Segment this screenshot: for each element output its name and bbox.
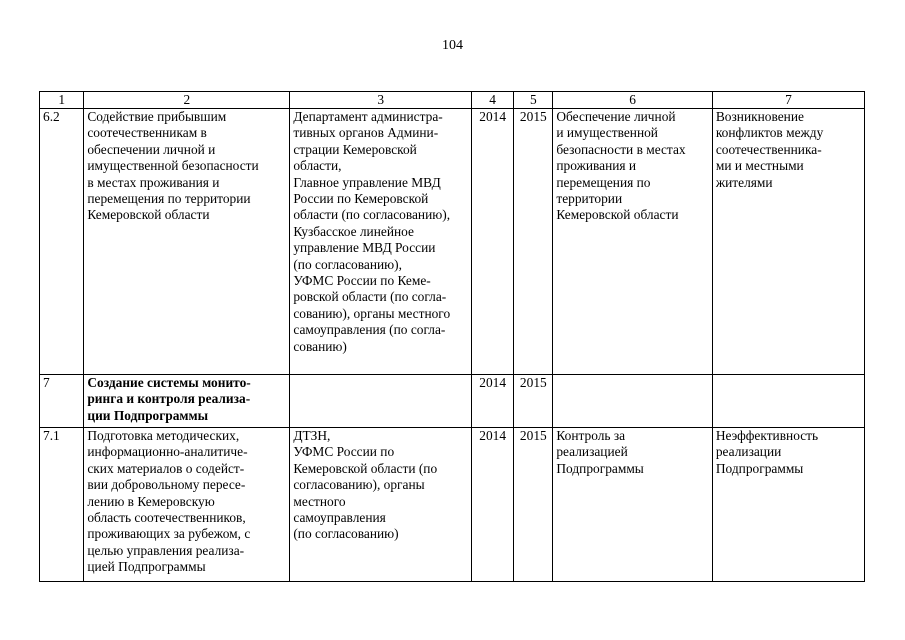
row-start-year: 2014 [472,375,514,428]
row-end-year: 2015 [514,375,553,428]
header-col-7: 7 [712,92,864,109]
text-line: область соотечественников, [87,510,246,526]
text-line: информационно-аналитиче- [87,444,248,460]
row-risks [712,109,864,375]
text-line: проживающих за рубежом, с [87,526,251,542]
text-line: соотечественника- [715,141,822,157]
text-line: области, [293,158,342,174]
text-line: конфликтов между [715,125,824,141]
row-end-year: 2015 [514,428,553,582]
text-line: проживания и [556,158,637,174]
text-line: Подпрограммы [556,460,644,476]
text-line: цией Подпрограммы [87,559,206,575]
row-risks [712,375,864,428]
text-line: ровской области (по согла- [293,289,447,305]
text-line: местного [293,493,346,509]
text-line: России по Кемеровской [293,191,429,207]
text-line: целью управления реализа- [87,542,245,558]
row-result [553,428,713,582]
text-line: тивных органов Админи- [293,125,439,141]
header-col-3: 3 [290,92,472,109]
text-line: обеспечении личной и [87,141,216,157]
row-executors [290,109,472,375]
text-line: Кемеровской области (по [293,460,438,476]
text-line: в местах проживания и [87,174,220,190]
header-col-2: 2 [84,92,290,109]
text-line: реализации [715,444,782,460]
text-line: Обеспечение личной [556,109,676,124]
text-line: соотечественникам в [87,125,207,141]
row-result [553,109,713,375]
text-line: сованию), органы местного [293,305,451,321]
text-line: Кемеровской области [87,207,210,223]
text-line: Подпрограммы [715,460,804,476]
text-line: согласованию), органы [293,477,425,493]
text-line: сованию) [293,338,347,354]
text-line: Контроль за [556,428,626,443]
text-line: страции Кемеровской [293,141,417,157]
text-line: лению в Кемеровскую [87,493,215,509]
text-line: ДТЗН, [293,428,331,443]
text-line: Возникновение [715,109,804,124]
text-line: перемещения по территории [87,191,251,207]
row-start-year: 2014 [472,428,514,582]
text-line: и имущественной [556,125,658,141]
text-line: УФМС России по [293,444,395,460]
text-line: безопасности в местах [556,141,686,157]
header-col-1: 1 [40,92,84,109]
header-col-6: 6 [553,92,713,109]
text-line: (по согласованию), [293,256,402,272]
text-line: перемещения по [556,174,651,190]
text-line: самоуправления [293,510,386,526]
row-event [84,375,290,428]
row-start-year: 2014 [472,109,514,375]
text-line: области (по согласованию), [293,207,451,223]
text-line: территории [556,191,623,207]
text-line: Кемеровской области [556,207,679,223]
header-col-5: 5 [514,92,553,109]
text-line: Создание системы монито- [87,375,251,390]
row-executors [290,428,472,582]
text-line: Кузбасское линейное [293,223,414,239]
text-line: ции Подпрограммы [87,407,209,423]
text-line: жителями [715,174,773,190]
text-line: имущественной безопасности [87,158,259,174]
row-event [84,428,290,582]
row-end-year: 2015 [514,109,553,375]
text-line: (по согласованию) [293,526,399,542]
row-executors [290,375,472,428]
table-row [40,109,865,375]
text-line: ми и местными [715,158,804,174]
table-row [40,375,865,428]
row-id: 7 [40,375,84,428]
row-risks [712,428,864,582]
text-line: реализацией [556,444,628,460]
text-line: УФМС России по Кеме- [293,273,431,289]
row-id: 6.2 [40,109,84,375]
text-line: управление МВД России [293,240,436,256]
row-event [84,109,290,375]
row-result [553,375,713,428]
header-row [40,92,865,109]
text-line: Главное управление МВД [293,174,441,190]
text-line: самоуправления (по согла- [293,322,446,338]
text-line: Неэффективность [715,428,819,443]
header-col-4: 4 [472,92,514,109]
text-line: Подготовка методических, [87,428,240,443]
text-line: Департамент администра- [293,109,443,124]
row-id: 7.1 [40,428,84,582]
text-line: ских материалов о содейст- [87,460,245,476]
table-row [40,428,865,582]
page-number: 104 [442,38,463,53]
text-line: вии добровольному пересе- [87,477,246,493]
text-line: Содействие прибывшим [87,109,227,124]
text-line: ринга и контроля реализа- [87,391,251,407]
measures-table [39,91,865,582]
